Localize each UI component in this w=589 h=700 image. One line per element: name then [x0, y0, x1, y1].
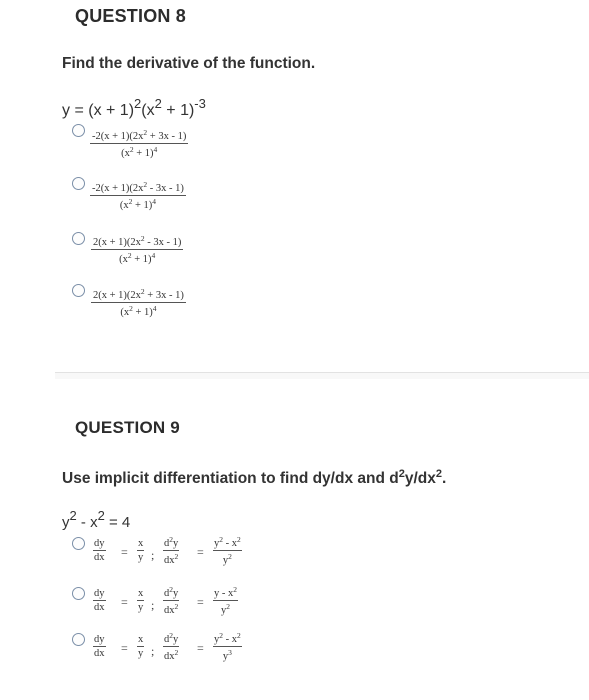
q8-option-3-radio[interactable]	[72, 232, 85, 245]
question-9-equation: $y^2 - x^2 = 4$	[62, 508, 131, 531]
q9-option-2-result: $\frac{y - x^2}{y^2}$	[214, 585, 237, 616]
q9-option-1-dydx: $\frac{dy}{dx}$	[94, 538, 105, 563]
question-8-function: $y = (x + 1)^2(x^2 + 1)^{-3}$	[62, 96, 206, 119]
q9-option-3-dydx: $\frac{dy}{dx}$	[94, 634, 105, 659]
q8-option-2-answer: $\frac{-2(x + 1)(2x^2 - 3x - 1)}{(x^2 + 1)^4}$	[92, 180, 184, 211]
q9-option-1-ratio: $\frac{x}{y}$	[138, 538, 144, 563]
q9-option-1-equals-2: =	[197, 545, 204, 559]
q9-option-3-equals: =	[121, 641, 128, 655]
question-8-heading: QUESTION 8	[75, 6, 187, 26]
q9-option-1-equals: =	[121, 545, 128, 559]
question-8-prompt: Find the derivative of the function.	[62, 55, 316, 72]
q9-option-2-separator: ;	[151, 598, 155, 612]
q9-option-1-radio[interactable]	[72, 537, 85, 550]
q9-option-3-result: $\frac{y^2 - x^2}{y^3}$	[214, 631, 241, 662]
question-9-prompt: Use implicit differentiation to find dy/dx and $d^2y/dx^2$.	[62, 468, 447, 487]
q9-option-3-separator: ;	[151, 644, 155, 658]
q9-option-3-equals-2: =	[197, 641, 204, 655]
q9-option-3-ratio: $\frac{x}{y}$	[138, 634, 144, 659]
q8-option-1-answer: $\frac{-2(x + 1)(2x^2 + 3x - 1)}{(x^2 + 1)^4}$	[92, 128, 187, 159]
question-separator-band	[55, 373, 589, 379]
q9-option-2-radio[interactable]	[72, 587, 85, 600]
q9-option-2-equals-2: =	[197, 595, 204, 609]
q9-option-2-ratio: $\frac{x}{y}$	[138, 588, 144, 613]
q8-option-4-answer: $\frac{2(x + 1)(2x^2 + 3x - 1)}{(x^2 + 1)^4}$	[93, 287, 184, 318]
q9-option-2-equals: =	[121, 595, 128, 609]
q9-option-3-radio[interactable]	[72, 633, 85, 646]
q8-option-4-radio[interactable]	[72, 284, 85, 297]
q8-option-2-radio[interactable]	[72, 177, 85, 190]
q9-option-1-result: $\frac{y^2 - x^2}{y^2}$	[214, 535, 241, 566]
q9-option-3-d2y: $\frac{d^2y}{dx^2}$	[164, 631, 179, 662]
q9-option-1-separator: ;	[151, 548, 155, 562]
q9-option-2-d2y: $\frac{d^2y}{dx^2}$	[164, 585, 179, 616]
q8-option-1-radio[interactable]	[72, 124, 85, 137]
q9-option-2-dydx: $\frac{dy}{dx}$	[94, 588, 105, 613]
question-9-heading: QUESTION 9	[75, 418, 180, 437]
q9-option-1-d2y: $\frac{d^2y}{dx^2}$	[164, 535, 179, 566]
q8-option-3-answer: $\frac{2(x + 1)(2x^2 - 3x - 1)}{(x^2 + 1)^4}$	[93, 234, 182, 265]
